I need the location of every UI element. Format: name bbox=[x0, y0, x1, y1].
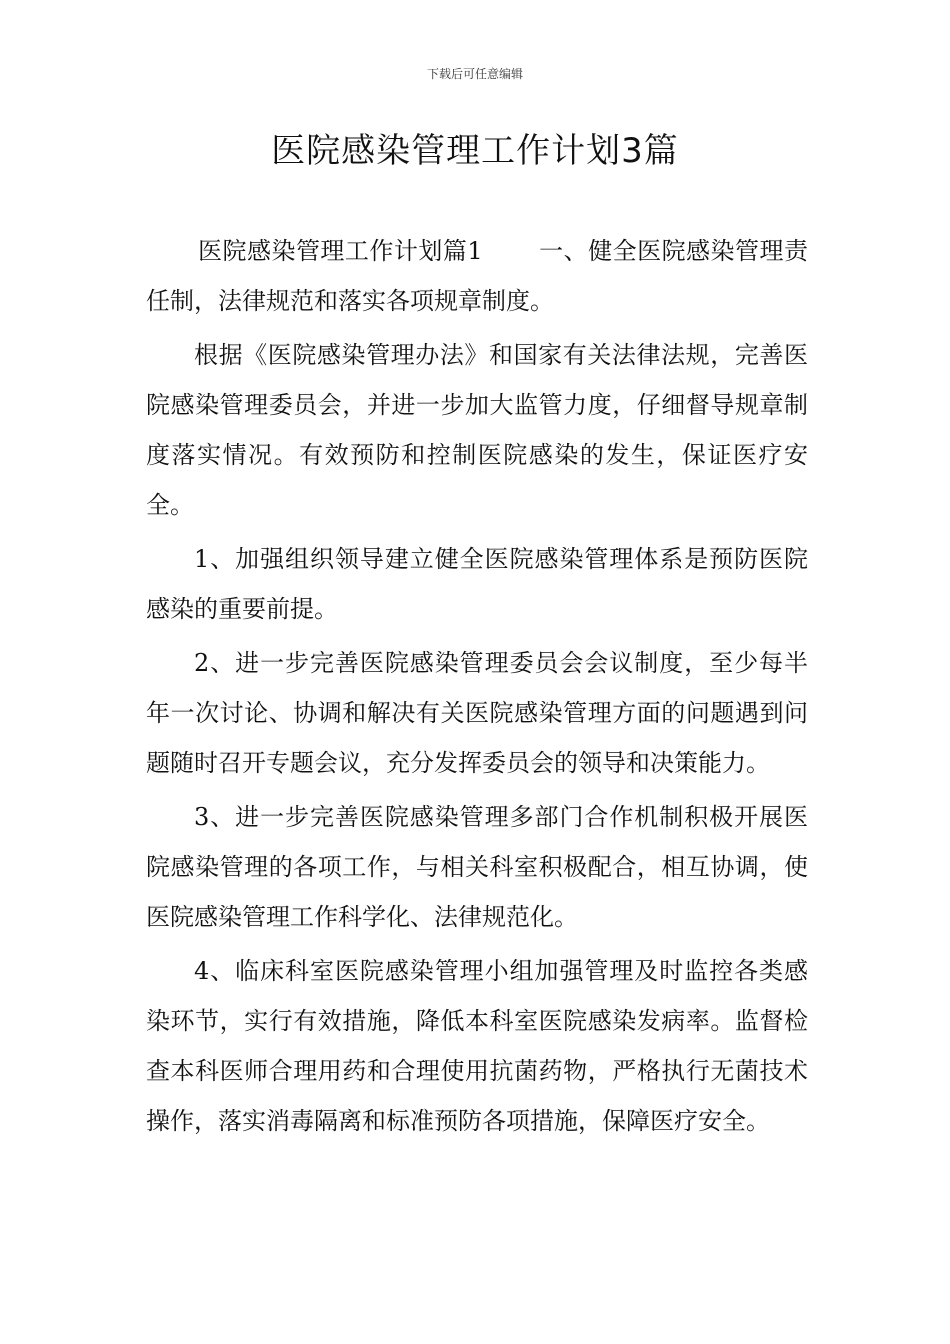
body-paragraph: 2、进一步完善医院感染管理委员会会议制度，至少每半年一次讨论、协调和解决有关医院感染管理方面的问题遇到问题随时召开专题会议，充分发挥委员会的领导和决策能力。 bbox=[146, 649, 808, 777]
intro-paragraph bbox=[146, 226, 808, 326]
body-paragraph: 4、临床科室医院感染管理小组加强管理及时监控各类感染环节，实行有效措施，降低本科室医院感染发病率。监督检查本科医师合理用药和合理使用抗菌药物，严格执行无菌技术操作，落实消毒隔离和标准预防各项措施，保障医疗安全。 bbox=[146, 957, 808, 1135]
section-heading: 一、健全医院感染管理责任制，法律规范和落实各项规章制度。 bbox=[146, 237, 808, 315]
body-paragraph: 1、加强组织领导建立健全医院感染管理体系是预防医院感染的重要前提。 bbox=[146, 545, 808, 623]
page-header-note: 下载后可任意编辑 bbox=[426, 67, 523, 81]
plan-heading: 医院感染管理工作计划篇1 bbox=[198, 237, 483, 265]
document-title: 医院感染管理工作计划3篇 bbox=[271, 131, 679, 171]
document-body bbox=[146, 226, 808, 1150]
body-paragraph: 3、进一步完善医院感染管理多部门合作机制积极开展医院感染管理的各项工作，与相关科室积极配合，相互协调，使医院感染管理工作科学化、法律规范化。 bbox=[146, 803, 808, 931]
body-paragraph: 根据《医院感染管理办法》和国家有关法律法规，完善医院感染管理委员会，并进一步加大监管力度，仔细督导规章制度落实情况。有效预防和控制医院感染的发生，保证医疗安全。 bbox=[146, 341, 808, 519]
